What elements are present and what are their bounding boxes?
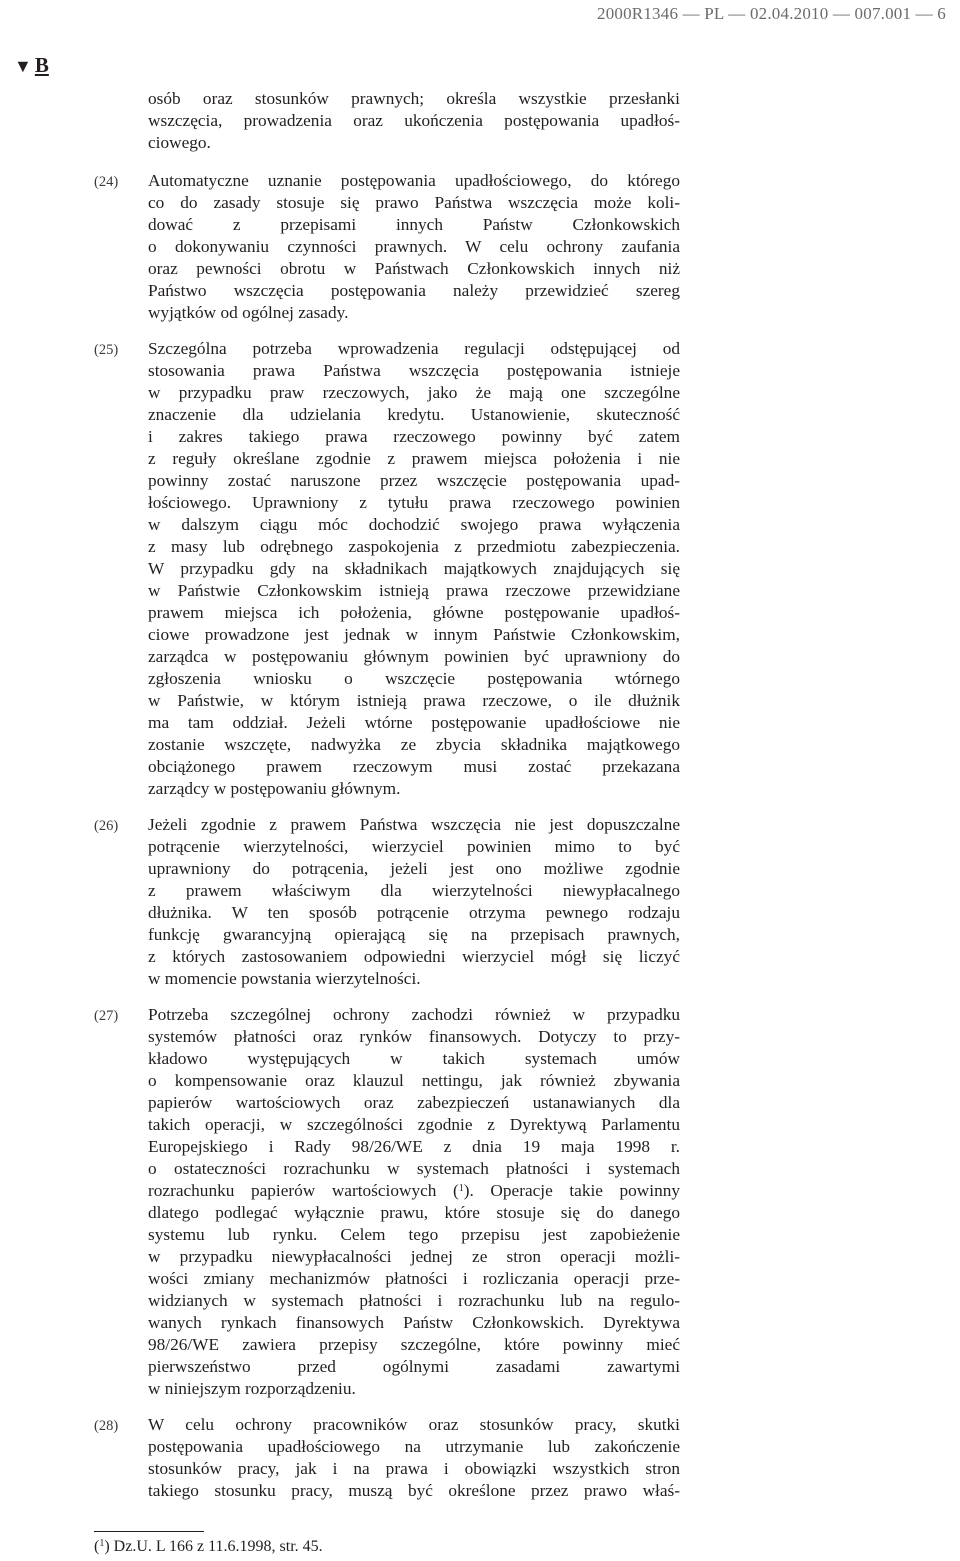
footnote-reference[interactable]: 1 bbox=[458, 1183, 464, 1194]
version-marker bbox=[14, 53, 49, 78]
text-line: stosunków pracy, jak i na prawa i obowiązki wszystkich stron bbox=[148, 1459, 680, 1478]
text-line: z reguły określane zgodnie z prawem miejsca położenia i nie bbox=[148, 449, 680, 468]
text-line: Szczególna potrzeba wprowadzenia regulacji odstępującej od bbox=[148, 339, 680, 358]
text-line: prawem miejsca ich położenia, główne postępowanie upadłoś- bbox=[148, 603, 680, 622]
text-line: w niniejszym rozporządzeniu. bbox=[148, 1379, 356, 1398]
recital-number: (26) bbox=[94, 818, 119, 834]
text-line: w przypadku niewypłacalności jednej ze stron operacji możli- bbox=[148, 1247, 680, 1266]
text-line: w momencie powstania wierzytelności. bbox=[148, 969, 421, 988]
text-line: takich operacji, w szczególności zgodnie z Dyrektywą Parlamentu bbox=[148, 1115, 680, 1134]
text-line: oraz pewności obrotu w Państwach Członkowskich innych niż bbox=[148, 259, 680, 278]
text-line: z masy lub odrębnego zaspokojenia z przedmiotu zabezpieczenia. bbox=[148, 537, 680, 556]
text-line: ciowe prowadzone jest jednak w innym Państwie Członkowskim, bbox=[148, 625, 680, 644]
recital-25 bbox=[94, 338, 680, 800]
text-line: w Państwie Członkowskim istnieją prawa rzeczowe przewidziane bbox=[148, 581, 680, 600]
text-line: takiego stosunku pracy, muszą być określone przez prawo właś- bbox=[148, 1481, 680, 1500]
text-line: systemu lub rynku. Celem tego przepisu jest zapobieżenie bbox=[148, 1225, 680, 1244]
text-line: dować z przepisami innych Państw Członkowskich bbox=[148, 215, 680, 234]
text-line: potrącenie wierzytelności, wierzyciel powinien mimo to być bbox=[148, 837, 680, 856]
text-line: ciowego. bbox=[148, 133, 211, 152]
text-line: W przypadku gdy na składnikach majątkowych znajdujących się bbox=[148, 559, 680, 578]
text-line: o dokonywaniu czynności prawnych. W celu ochrony zaufania bbox=[148, 237, 680, 256]
recital-26 bbox=[94, 814, 680, 990]
text-line: W celu ochrony pracowników oraz stosunków pracy, skutki bbox=[148, 1415, 680, 1434]
recital-number: (27) bbox=[94, 1008, 119, 1024]
text-line: Automatyczne uznanie postępowania upadłościowego, do którego bbox=[148, 171, 680, 190]
recital-number: (24) bbox=[94, 174, 119, 190]
text-line: zarządcy w postępowaniu głównym. bbox=[148, 779, 401, 798]
text-line: wości zmiany mechanizmów płatności i rozliczania operacji prze- bbox=[148, 1269, 680, 1288]
text-line: wanych rynkach finansowych Państw Członkowskich. Dyrektywa bbox=[148, 1313, 680, 1332]
text-line: z prawem właściwym dla wierzytelności niewypłacalnego bbox=[148, 881, 680, 900]
text-line: w Państwie, w którym istnieją prawa rzeczowe, o ile dłużnik bbox=[148, 691, 680, 710]
text-line: systemów płatności oraz rynków finansowych. Dotyczy to przy- bbox=[148, 1027, 680, 1046]
text-line: Państwo wszczęcia postępowania należy przewidzieć szereg bbox=[148, 281, 680, 300]
recital-24 bbox=[94, 170, 680, 324]
text-line: Potrzeba szczególnej ochrony zachodzi również w przypadku bbox=[148, 1005, 680, 1024]
text-line: kładowo występujących w takich systemach umów bbox=[148, 1049, 680, 1068]
text-line: papierów wartościowych oraz zabezpieczeń ustanawianych dla bbox=[148, 1093, 680, 1112]
text-line: wyjątków od ogólnej zasady. bbox=[148, 303, 349, 322]
text-line: zostanie wszczęte, nadwyżka ze zbycia składnika majątkowego bbox=[148, 735, 680, 754]
footnote-text: Dz.U. L 166 z 11.6.1998, str. 45. bbox=[113, 1538, 323, 1555]
text-line-with-footnote bbox=[148, 1180, 680, 1202]
text-line: Europejskiego i Rady 98/26/WE z dnia 19 maja 1998 r. bbox=[148, 1137, 680, 1156]
recital-number: (28) bbox=[94, 1418, 119, 1434]
text-line: widzianych w systemach płatności i rozrachunku lub na regulo- bbox=[148, 1291, 680, 1310]
text-line: zgłoszenia wniosku o wszczęcie postępowania wtórnego bbox=[148, 669, 680, 688]
recital-28 bbox=[94, 1414, 680, 1502]
text-fragment: ). Operacje takie powinny bbox=[463, 1181, 680, 1200]
text-line: co do zasady stosuje się prawo Państwa wszczęcia może koli- bbox=[148, 193, 680, 212]
text-line: z których zastosowaniem odpowiedni wierzyciel mógł się liczyć bbox=[148, 947, 680, 966]
recital-number: (25) bbox=[94, 342, 119, 358]
text-line: stosowania prawa Państwa wszczęcia postępowania istnieje bbox=[148, 361, 680, 380]
document-reference-header: 2000R1346 — PL — 02.04.2010 — 007.001 — 6 bbox=[597, 4, 946, 23]
text-line: powinny zostać naruszone przez wszczęcie postępowania upad- bbox=[148, 471, 680, 490]
text-line: i zakres takiego prawa rzeczowego powinny być zatem bbox=[148, 427, 680, 446]
text-line: dłużnika. W ten sposób potrącenie otrzyma pewnego rodzaju bbox=[148, 903, 680, 922]
text-line: postępowania upadłościowego na utrzymanie lub zakończenie bbox=[148, 1437, 680, 1456]
footnote-divider bbox=[94, 1531, 204, 1532]
text-line: Jeżeli zgodnie z prawem Państwa wszczęcia nie jest dopuszczalne bbox=[148, 815, 680, 834]
text-line: 98/26/WE zawiera przepisy szczególne, które powinny mieć bbox=[148, 1335, 680, 1354]
text-line: funkcję gwarancyjną opierającą się na przepisach prawnych, bbox=[148, 925, 680, 944]
text-line: zarządca w postępowaniu głównym powinien być uprawniony do bbox=[148, 647, 680, 666]
text-line: łościowego. Uprawniony z tytułu prawa rzeczowego powinien bbox=[148, 493, 680, 512]
text-line: obciążonego prawem rzeczowym musi zostać przekazana bbox=[148, 757, 680, 776]
footnote-mark: 1 bbox=[99, 1538, 105, 1549]
text-line: ma tam oddział. Jeżeli wtórne postępowanie upadłościowe nie bbox=[148, 713, 680, 732]
text-line: osób oraz stosunków prawnych; określa wszystkie przesłanki bbox=[148, 89, 680, 108]
text-line: o kompensowanie oraz klauzul nettingu, jak również zbywania bbox=[148, 1071, 680, 1090]
text-line: znaczenie dla udzielania kredytu. Ustanowienie, skuteczność bbox=[148, 405, 680, 424]
text-line: uprawniony do potrącenia, jeżeli jest ono możliwe zgodnie bbox=[148, 859, 680, 878]
footnote: ($^1$) Dz.U. L 166 z 11.6.1998, str. 45. bbox=[94, 1538, 323, 1555]
text-line: o ostateczności rozrachunku w systemach płatności i systemach bbox=[148, 1159, 680, 1178]
document-body bbox=[94, 88, 680, 1516]
text-line: w przypadku praw rzeczowych, jako że mają one szczególne bbox=[148, 383, 680, 402]
triangle-down-icon: ▼ bbox=[14, 56, 32, 76]
text-line: wszczęcia, prowadzenia oraz ukończenia postępowania upadłoś- bbox=[148, 111, 680, 130]
text-line: w dalszym ciągu móc dochodzić swojego prawa wyłączenia bbox=[148, 515, 680, 534]
version-marker-letter: B bbox=[34, 53, 49, 77]
text-line: pierwszeństwo przed ogólnymi zasadami zawartymi bbox=[148, 1357, 680, 1376]
recital-27 bbox=[94, 1004, 680, 1400]
text-line: dlatego podlegać wyłącznie prawu, które stosuje się do danego bbox=[148, 1203, 680, 1222]
continued-paragraph bbox=[94, 88, 680, 154]
text-fragment: rozrachunku papierów wartościowych ( bbox=[148, 1181, 459, 1200]
